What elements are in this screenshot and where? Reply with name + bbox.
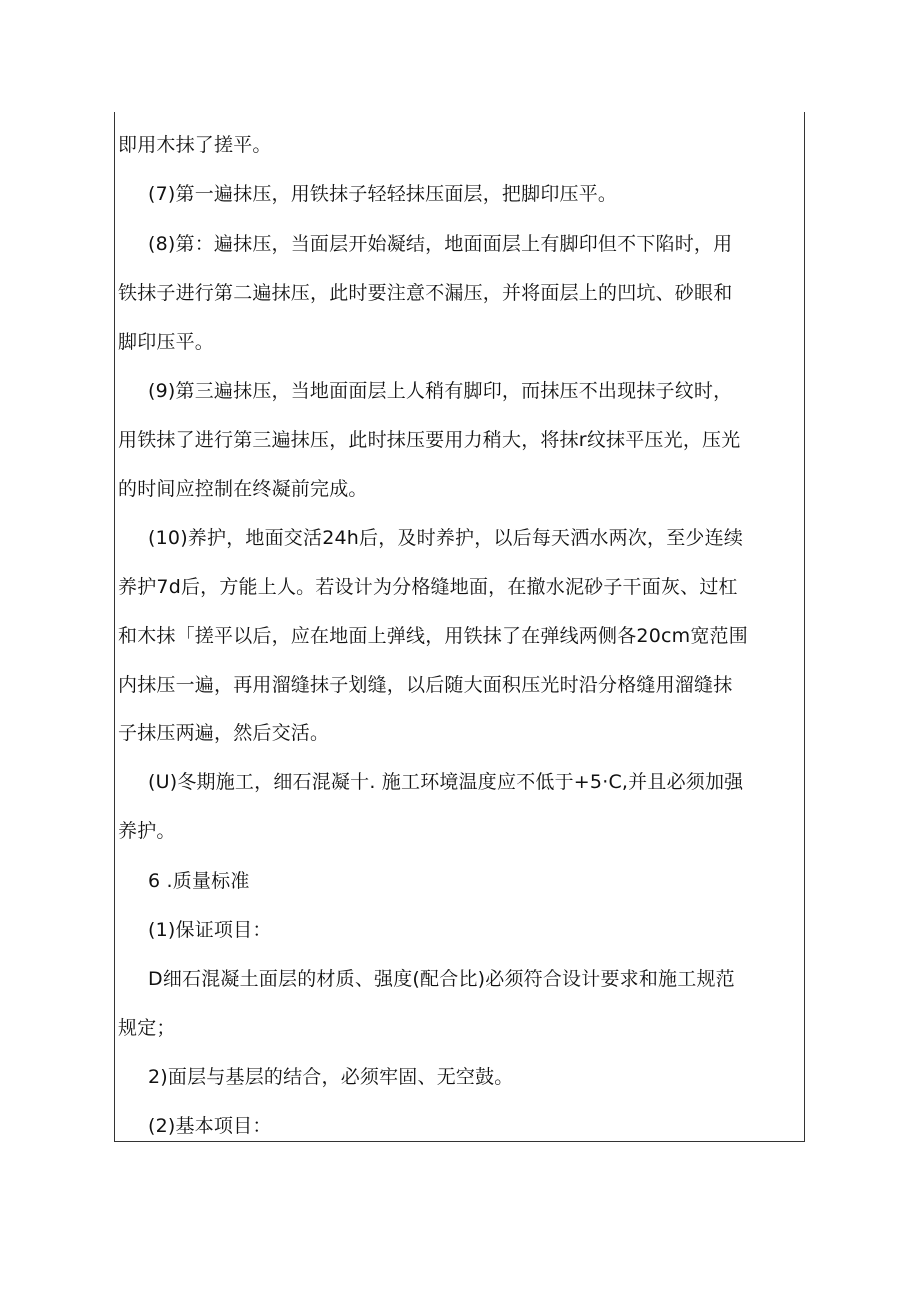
section-heading-quality-standard: 6 .质量标准: [148, 870, 250, 892]
text-line-6: (9)第三遍抹压，当地面面层上人稍有脚印，而抹压不出现抹子纹时，: [148, 380, 733, 402]
text-line-19: 规定；: [118, 1017, 176, 1039]
text-line-3: (8)第：遍抹压，当面层开始凝结，地面面层上有脚印但不下陷时，用: [148, 233, 733, 255]
text-line-10: 养护7d后，方能上人。若设计为分格缝地面，在撤水泥砂子干面灰、过杠: [118, 576, 738, 598]
text-line-13: 子抹压两遍，然后交活。: [118, 722, 330, 744]
text-line-4: 铁抹子进行第二遍抹压，此时要注意不漏压，并将面层上的凹坑、砂眼和: [118, 282, 733, 304]
text-line-2: (7)第一遍抹压，用铁抹子轻轻抹压面层，把脚印压平。: [148, 183, 618, 205]
text-line-1: 即用木抹了搓平。: [118, 134, 272, 156]
subheading-guarantee-items: (1)保证项目：: [148, 919, 272, 941]
text-line-12: 内抹压一遍，再用溜缝抹子划缝，以后随大面积压光时沿分格缝用溜缝抹: [118, 674, 733, 696]
text-line-18: D细石混凝土面层的材质、强度(配合比)必须符合设计要求和施工规范: [148, 968, 735, 990]
text-line-8: 的时间应控制在终凝前完成。: [118, 478, 368, 500]
text-line-15: 养护。: [118, 820, 176, 842]
text-line-7: 用铁抹了进行第三遍抹压，此时抹压要用力稍大，将抹r纹抹平压光，压光: [118, 429, 741, 451]
text-line-5: 脚印压平。: [118, 331, 215, 353]
text-line-14: (U)冬期施工，细石混凝十. 施工环境温度应不低于+5·C,并且必须加强: [148, 771, 744, 793]
text-line-11: 和木抹「搓平以后，应在地面上弹线，用铁抹了在弹线两侧各20cm宽范围: [118, 625, 748, 647]
text-line-20: 2)面层与基层的结合，必须牢固、无空鼓。: [148, 1066, 514, 1088]
subheading-basic-items: (2)基本项目：: [148, 1115, 272, 1137]
text-line-9: (10)养护，地面交活24h后，及时养护，以后每天洒水两次，至少连续: [148, 527, 744, 549]
